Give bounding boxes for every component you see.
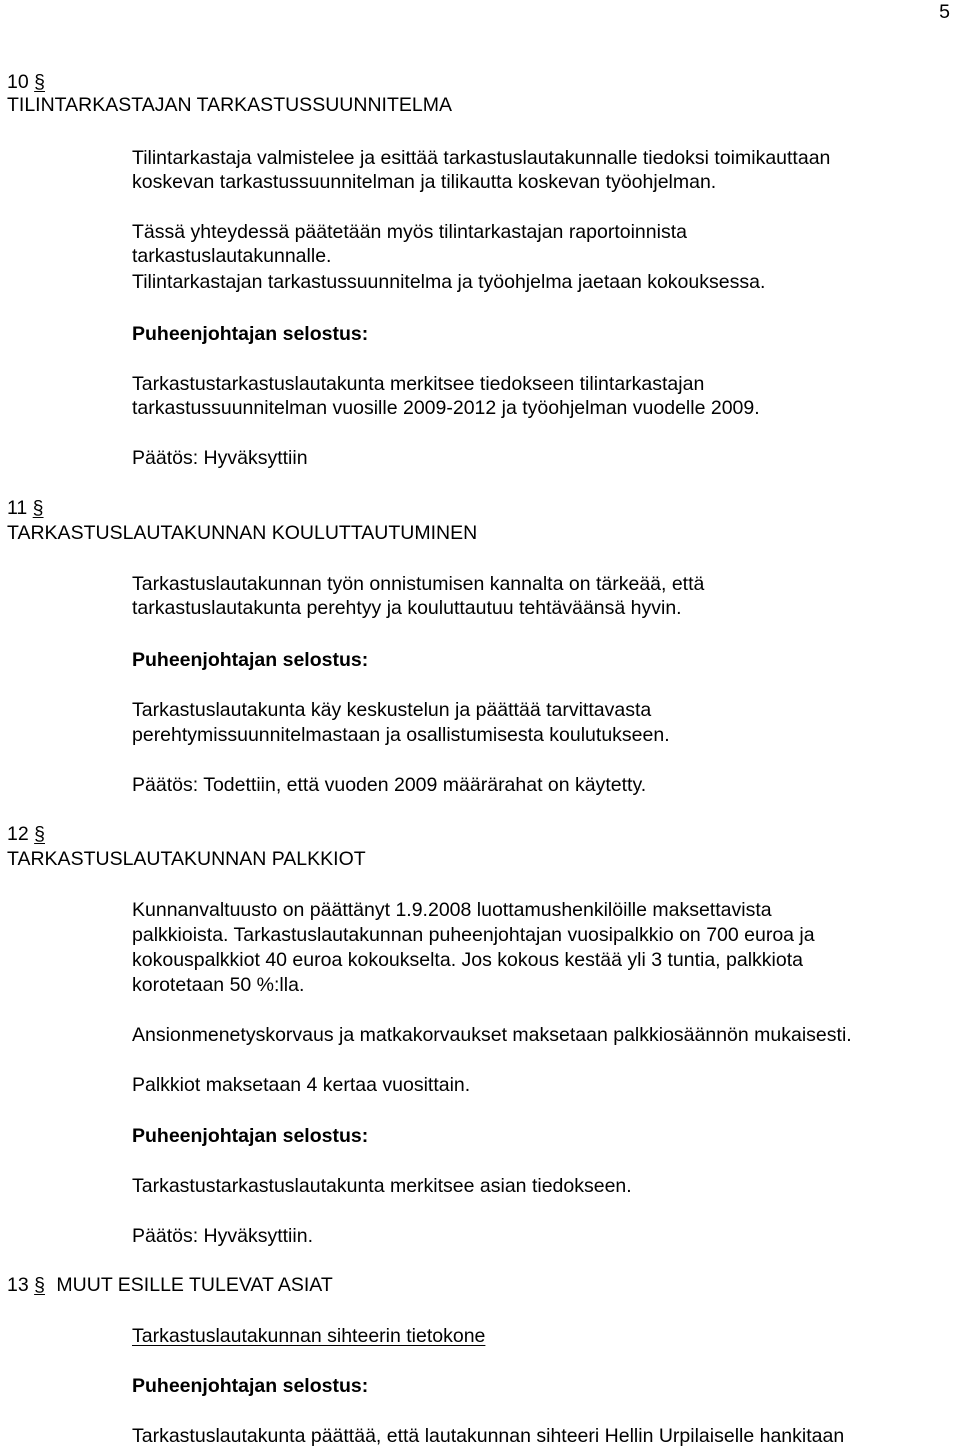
section-10-body-line: tarkastuslautakunnalle. — [132, 245, 332, 267]
page-number: 5 — [939, 1, 950, 23]
section-13-subheading: Tarkastuslautakunnan sihteerin tietokone — [132, 1325, 486, 1347]
section-symbol: § — [34, 823, 45, 845]
section-number: 11 — [7, 497, 28, 519]
section-symbol: § — [32, 497, 44, 519]
section-number: 10 — [7, 71, 29, 93]
section-10-title: TILINTARKASTAJAN TARKASTUSSUUNNITELMA — [7, 94, 452, 116]
section-13-heading — [7, 1273, 333, 1297]
section-number: 12 — [7, 823, 29, 845]
section-10-chair-label: Puheenjohtajan selostus: — [132, 323, 369, 345]
section-13-chair-text: Tarkastuslautakunta päättää, että lautakunnan sihteeri Hellin Urpilaiselle hankitaan — [132, 1425, 845, 1447]
section-11-title: TARKASTUSLAUTAKUNNAN KOULUTTAUTUMINEN — [7, 522, 478, 544]
section-12-chair-label: Puheenjohtajan selostus: — [132, 1125, 369, 1147]
section-12-body-line: palkkioista. Tarkastuslautakunnan puheenjohtajan vuosipalkkio on 700 euroa ja — [132, 924, 815, 946]
section-11-body-line: tarkastuslautakunta perehtyy ja kouluttautuu tehtäväänsä hyvin. — [132, 597, 682, 619]
section-12-body-line: Palkkiot maksetaan 4 kertaa vuosittain. — [132, 1074, 471, 1096]
section-11-body-line: Tarkastuslautakunnan työn onnistumisen kannalta on tärkeää, että — [132, 573, 705, 595]
section-12-heading — [7, 822, 45, 846]
section-12-chair-text: Tarkastustarkastuslautakunta merkitsee asian tiedokseen. — [132, 1175, 632, 1197]
section-11-heading — [7, 496, 44, 520]
section-12-body-line: korotetaan 50 %:lla. — [132, 974, 305, 996]
section-10-heading — [7, 70, 45, 94]
section-10-body-line: Tässä yhteydessä päätetään myös tilintarkastajan raportoinnista — [132, 221, 687, 243]
section-11-decision: Päätös: Todettiin, että vuoden 2009 määrärahat on käytetty. — [132, 774, 647, 796]
section-12-body-line: kokouspalkkiot 40 euroa kokoukselta. Jos kokous kestää yli 3 tuntia, palkkiota — [132, 949, 803, 971]
section-12-body-line: Kunnanvaltuusto on päättänyt 1.9.2008 luottamushenkilöille maksettavista — [132, 899, 772, 921]
section-11-chair-text: perehtymissuunnitelmastaan ja osallistumisesta koulutukseen. — [132, 724, 670, 746]
section-12-decision: Päätös: Hyväksyttiin. — [132, 1225, 313, 1247]
section-number: 13 — [7, 1274, 29, 1296]
section-10-body-line: Tilintarkastaja valmistelee ja esittää tarkastuslautakunnalle tiedoksi toimikauttaan — [132, 147, 831, 169]
section-11-chair-label: Puheenjohtajan selostus: — [132, 649, 369, 671]
section-symbol: § — [34, 71, 45, 93]
section-10-decision: Päätös: Hyväksyttiin — [132, 447, 308, 469]
section-13-chair-label: Puheenjohtajan selostus: — [132, 1375, 369, 1397]
section-10-chair-text: Tarkastustarkastuslautakunta merkitsee tiedokseen tilintarkastajan — [132, 373, 705, 395]
section-symbol: § — [34, 1274, 45, 1296]
section-12-title: TARKASTUSLAUTAKUNNAN PALKKIOT — [7, 848, 366, 870]
section-11-chair-text: Tarkastuslautakunta käy keskustelun ja päättää tarvittavasta — [132, 699, 652, 721]
section-12-body-line: Ansionmenetyskorvaus ja matkakorvaukset maksetaan palkkiosäännön mukaisesti. — [132, 1024, 852, 1046]
section-10-body-line: Tilintarkastajan tarkastussuunnitelma ja työohjelma jaetaan kokouksessa. — [132, 271, 766, 293]
section-10-body-line: koskevan tarkastussuunnitelman ja tilikautta koskevan työohjelman. — [132, 171, 717, 193]
section-10-chair-text: tarkastussuunnitelman vuosille 2009-2012 ja työohjelman vuodelle 2009. — [132, 397, 760, 419]
section-13-title: MUUT ESILLE TULEVAT ASIAT — [56, 1274, 333, 1296]
